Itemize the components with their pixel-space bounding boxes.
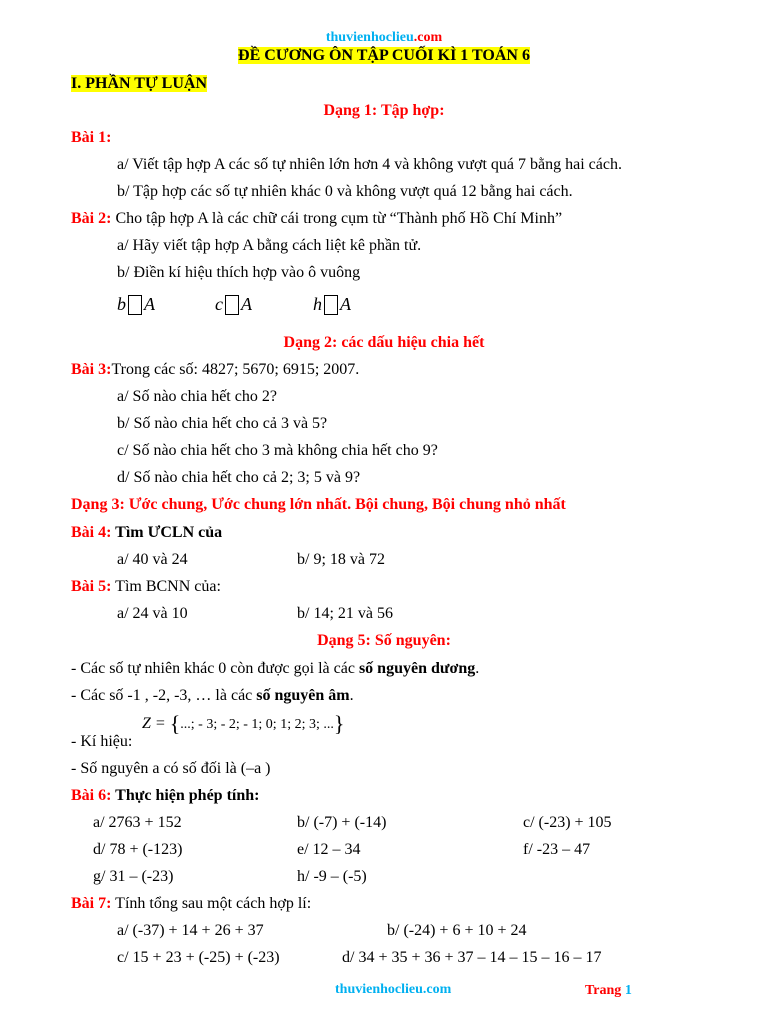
bai6-e: e/ 12 – 34 [297, 841, 361, 858]
page-title: ĐỀ CƯƠNG ÔN TẬP CUỐI KÌ 1 TOÁN 6 [238, 47, 530, 64]
bai7-line: Bài 7: Tính tổng sau một cách hợp lí: [71, 895, 312, 912]
ki-hieu: - Kí hiệu: [71, 733, 133, 750]
bai5-a: a/ 24 và 10 [117, 605, 188, 622]
bai6-a: a/ 2763 + 152 [93, 814, 182, 831]
bai6-line: Bài 6: Thực hiện phép tính: [71, 787, 260, 804]
bai7-c: c/ 15 + 23 + (-25) + (-23) [117, 949, 280, 966]
answer-box[interactable] [324, 295, 338, 315]
bai4-a: a/ 40 và 24 [117, 551, 188, 568]
bai6-b: b/ (-7) + (-14) [297, 814, 387, 831]
so-nguyen-am: - Các số -1 , -2, -3, … là các số nguyên âm. [71, 687, 354, 704]
bai5-line: Bài 5: Tìm BCNN của: [71, 578, 221, 595]
answer-box[interactable] [225, 295, 239, 315]
bai2-a: a/ Hãy viết tập hợp A bằng cách liệt kê phần tử. [117, 237, 422, 254]
bai4-b: b/ 9; 18 và 72 [297, 551, 385, 568]
bai6-h: h/ -9 – (-5) [297, 868, 367, 885]
bai1-b: b/ Tập hợp các số tự nhiên khác 0 và không vượt quá 12 bằng hai cách. [117, 183, 573, 200]
fill-c: c A [215, 294, 252, 314]
bai3-b: b/ Số nào chia hết cho cả 3 và 5? [117, 415, 328, 432]
so-nguyen-duong: - Các số tự nhiên khác 0 còn được gọi là các số nguyên dương. [71, 660, 480, 677]
dang5-title: Dạng 5: Số nguyên: [317, 632, 451, 649]
bai3-d: d/ Số nào chia hết cho cả 2; 3; 5 và 9? [117, 469, 361, 486]
bai6-f: f/ -23 – 47 [523, 841, 591, 858]
bai1-label: Bài 1: [71, 129, 112, 146]
bai6-c: c/ (-23) + 105 [523, 814, 612, 831]
page-number: Trang 1 [585, 983, 632, 998]
dang1-title: Dạng 1: Tập hợp: [323, 102, 445, 119]
dang2-title: Dạng 2: các dấu hiệu chia hết [283, 334, 485, 351]
header-site: thuvienhoclieu.com [325, 30, 443, 45]
bai2-line: Bài 2: Cho tập hợp A là các chữ cái trong cụm từ “Thành phố Hồ Chí Minh” [71, 210, 563, 227]
bai3-line: Bài 3:Trong các số: 4827; 5670; 6915; 2007. [71, 361, 360, 378]
fill-b: b A [117, 294, 155, 314]
bai3-a: a/ Số nào chia hết cho 2? [117, 388, 277, 405]
bai3-c: c/ Số nào chia hết cho 3 mà không chia hết cho 9? [117, 442, 438, 459]
bai2-b: b/ Điền kí hiệu thích hợp vào ô vuông [117, 264, 361, 281]
bai5-b: b/ 14; 21 và 56 [297, 605, 393, 622]
answer-box[interactable] [128, 295, 142, 315]
bai7-d: d/ 34 + 35 + 36 + 37 – 14 – 15 – 16 – 17 [342, 949, 602, 966]
bai6-d: d/ 78 + (-123) [93, 841, 183, 858]
bai4-line: Bài 4: Tìm ƯCLN của [71, 524, 223, 541]
so-doi: - Số nguyên a có số đối là (–a ) [71, 760, 271, 777]
dang3-title: Dạng 3: Ước chung, Ước chung lớn nhất. Bội chung, Bội chung nhỏ nhất [71, 496, 566, 513]
bai6-g: g/ 31 – (-23) [93, 868, 174, 885]
fill-h: h A [313, 294, 351, 314]
bai7-a: a/ (-37) + 14 + 26 + 37 [117, 922, 264, 939]
bai1-a: a/ Viết tập hợp A các số tự nhiên lớn hơn 4 và không vượt quá 7 bằng hai cách. [117, 156, 622, 173]
section-heading: I. PHẦN TỰ LUẬN [71, 75, 208, 92]
z-set-formula: Z = {...; - 3; - 2; - 1; 0; 1; 2; 3; ...} [142, 711, 345, 736]
footer-site: thuvienhoclieu.com [335, 982, 452, 997]
bai7-b: b/ (-24) + 6 + 10 + 24 [387, 922, 527, 939]
